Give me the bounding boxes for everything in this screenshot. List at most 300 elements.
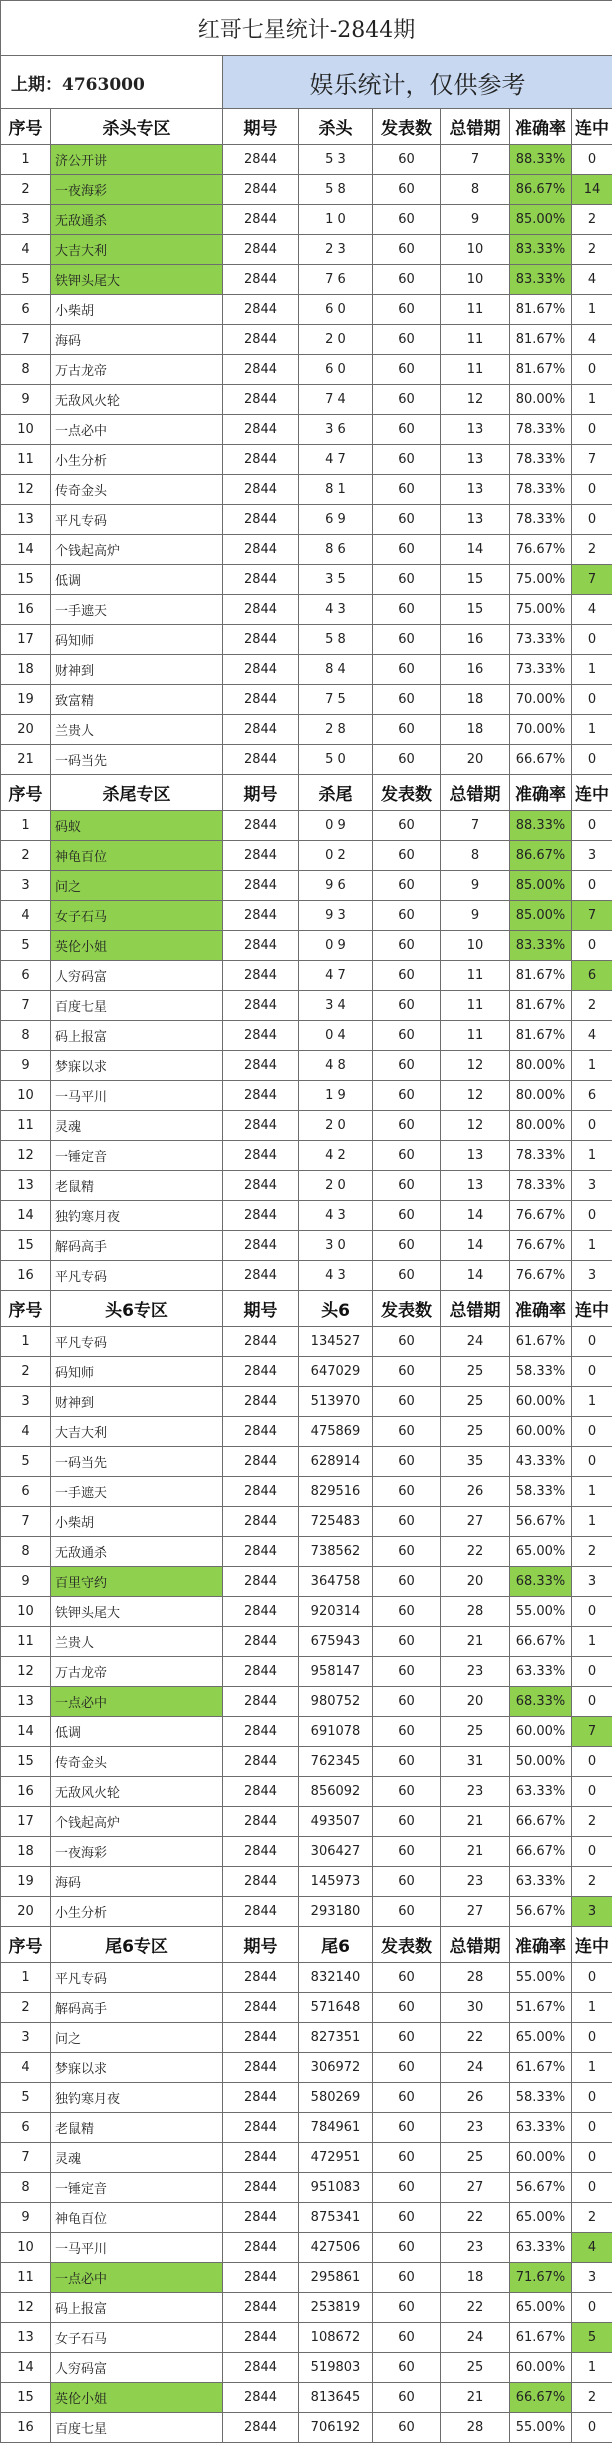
cell-published: 60 bbox=[373, 1081, 441, 1111]
table-row bbox=[1, 175, 612, 205]
cell-published: 60 bbox=[373, 901, 441, 931]
table-row bbox=[1, 991, 612, 1021]
cell-streak: 1 bbox=[572, 655, 612, 685]
cell-period: 2844 bbox=[223, 2233, 299, 2263]
cell-missed: 14 bbox=[441, 1201, 510, 1231]
cell-period: 2844 bbox=[223, 1231, 299, 1261]
cell-published: 60 bbox=[373, 1051, 441, 1081]
cell-name: 一锤定音 bbox=[51, 1141, 223, 1171]
cell-name: 铁钾头尾大 bbox=[51, 1597, 223, 1627]
cell-accuracy: 55.00% bbox=[510, 1597, 572, 1627]
cell-period: 2844 bbox=[223, 1993, 299, 2023]
cell-accuracy: 58.33% bbox=[510, 1357, 572, 1387]
cell-period: 2844 bbox=[223, 745, 299, 775]
cell-index: 2 bbox=[1, 841, 51, 871]
table-row bbox=[1, 2203, 612, 2233]
cell-period: 2844 bbox=[223, 2323, 299, 2353]
cell-pick: 647029 bbox=[299, 1357, 373, 1387]
cell-published: 60 bbox=[373, 1387, 441, 1417]
cell-missed: 25 bbox=[441, 1417, 510, 1447]
cell-pick: 920314 bbox=[299, 1597, 373, 1627]
cell-streak: 0 bbox=[572, 931, 612, 961]
cell-published: 60 bbox=[373, 2143, 441, 2173]
cell-accuracy: 81.67% bbox=[510, 295, 572, 325]
section-header-row bbox=[1, 1927, 612, 1963]
table-row bbox=[1, 1717, 612, 1747]
cell-index: 8 bbox=[1, 2173, 51, 2203]
cell-missed: 22 bbox=[441, 1537, 510, 1567]
cell-missed: 24 bbox=[441, 2053, 510, 2083]
cell-pick: 306972 bbox=[299, 2053, 373, 2083]
cell-name: 传奇金头 bbox=[51, 475, 223, 505]
cell-missed: 22 bbox=[441, 2293, 510, 2323]
cell-accuracy: 70.00% bbox=[510, 685, 572, 715]
cell-published: 60 bbox=[373, 1417, 441, 1447]
cell-streak: 2 bbox=[572, 991, 612, 1021]
column-header-name: 杀头专区 bbox=[51, 109, 223, 145]
cell-accuracy: 65.00% bbox=[510, 2293, 572, 2323]
cell-missed: 12 bbox=[441, 1081, 510, 1111]
cell-period: 2844 bbox=[223, 2353, 299, 2383]
cell-missed: 18 bbox=[441, 2263, 510, 2293]
cell-period: 2844 bbox=[223, 1567, 299, 1597]
cell-name: 一马平川 bbox=[51, 2233, 223, 2263]
cell-streak: 0 bbox=[572, 2413, 612, 2443]
cell-pick: 2 3 bbox=[299, 235, 373, 265]
cell-published: 60 bbox=[373, 295, 441, 325]
cell-published: 60 bbox=[373, 1261, 441, 1291]
cell-period: 2844 bbox=[223, 475, 299, 505]
cell-name: 平凡专码 bbox=[51, 1963, 223, 1993]
table-row bbox=[1, 415, 612, 445]
cell-pick: 6 0 bbox=[299, 355, 373, 385]
cell-pick: 8 1 bbox=[299, 475, 373, 505]
cell-accuracy: 81.67% bbox=[510, 1021, 572, 1051]
cell-streak: 0 bbox=[572, 1201, 612, 1231]
cell-accuracy: 78.33% bbox=[510, 475, 572, 505]
cell-pick: 108672 bbox=[299, 2323, 373, 2353]
cell-pick: 6 9 bbox=[299, 505, 373, 535]
cell-period: 2844 bbox=[223, 2263, 299, 2293]
cell-accuracy: 60.00% bbox=[510, 2143, 572, 2173]
cell-missed: 20 bbox=[441, 1567, 510, 1597]
cell-streak: 0 bbox=[572, 505, 612, 535]
cell-published: 60 bbox=[373, 1447, 441, 1477]
cell-published: 60 bbox=[373, 265, 441, 295]
column-header-accuracy: 准确率 bbox=[510, 109, 572, 145]
column-header-period: 期号 bbox=[223, 109, 299, 145]
table-row bbox=[1, 535, 612, 565]
cell-name: 低调 bbox=[51, 1717, 223, 1747]
cell-streak: 0 bbox=[572, 1747, 612, 1777]
cell-accuracy: 63.33% bbox=[510, 2233, 572, 2263]
cell-pick: 571648 bbox=[299, 1993, 373, 2023]
table-row bbox=[1, 1417, 612, 1447]
cell-name: 女子石马 bbox=[51, 2323, 223, 2353]
cell-name: 百里守约 bbox=[51, 1567, 223, 1597]
section-header-row bbox=[1, 775, 612, 811]
column-header-published: 发表数 bbox=[373, 109, 441, 145]
cell-streak: 0 bbox=[572, 2293, 612, 2323]
cell-accuracy: 56.67% bbox=[510, 2173, 572, 2203]
cell-pick: 427506 bbox=[299, 2233, 373, 2263]
cell-accuracy: 63.33% bbox=[510, 2113, 572, 2143]
cell-accuracy: 75.00% bbox=[510, 565, 572, 595]
cell-pick: 706192 bbox=[299, 2413, 373, 2443]
cell-missed: 16 bbox=[441, 625, 510, 655]
cell-accuracy: 76.67% bbox=[510, 1231, 572, 1261]
cell-pick: 472951 bbox=[299, 2143, 373, 2173]
cell-pick: 475869 bbox=[299, 1417, 373, 1447]
cell-streak: 14 bbox=[572, 175, 612, 205]
cell-period: 2844 bbox=[223, 685, 299, 715]
cell-pick: 364758 bbox=[299, 1567, 373, 1597]
cell-period: 2844 bbox=[223, 2083, 299, 2113]
cell-period: 2844 bbox=[223, 625, 299, 655]
column-header-period: 期号 bbox=[223, 1927, 299, 1963]
cell-name: 一锤定音 bbox=[51, 2173, 223, 2203]
cell-accuracy: 66.67% bbox=[510, 1837, 572, 1867]
cell-index: 8 bbox=[1, 355, 51, 385]
cell-period: 2844 bbox=[223, 1687, 299, 1717]
column-header-streak: 连中 bbox=[572, 1291, 612, 1327]
cell-published: 60 bbox=[373, 2173, 441, 2203]
column-header-name: 尾6专区 bbox=[51, 1927, 223, 1963]
table-row bbox=[1, 2293, 612, 2323]
cell-accuracy: 58.33% bbox=[510, 2083, 572, 2113]
cell-name: 小生分析 bbox=[51, 445, 223, 475]
cell-name: 致富精 bbox=[51, 685, 223, 715]
cell-streak: 2 bbox=[572, 2203, 612, 2233]
cell-published: 60 bbox=[373, 2083, 441, 2113]
cell-published: 60 bbox=[373, 1963, 441, 1993]
cell-streak: 0 bbox=[572, 355, 612, 385]
cell-name: 个钱起高炉 bbox=[51, 535, 223, 565]
cell-name: 万古龙帝 bbox=[51, 355, 223, 385]
cell-accuracy: 65.00% bbox=[510, 1537, 572, 1567]
column-header-streak: 连中 bbox=[572, 1927, 612, 1963]
cell-published: 60 bbox=[373, 2023, 441, 2053]
cell-index: 6 bbox=[1, 295, 51, 325]
table-row bbox=[1, 1111, 612, 1141]
cell-name: 一夜海彩 bbox=[51, 175, 223, 205]
table-row bbox=[1, 475, 612, 505]
cell-pick: 980752 bbox=[299, 1687, 373, 1717]
cell-accuracy: 65.00% bbox=[510, 2203, 572, 2233]
cell-missed: 27 bbox=[441, 1507, 510, 1537]
cell-missed: 21 bbox=[441, 1837, 510, 1867]
cell-index: 1 bbox=[1, 811, 51, 841]
cell-pick: 0 9 bbox=[299, 811, 373, 841]
cell-missed: 10 bbox=[441, 235, 510, 265]
cell-index: 19 bbox=[1, 685, 51, 715]
cell-index: 9 bbox=[1, 385, 51, 415]
cell-missed: 25 bbox=[441, 2143, 510, 2173]
cell-index: 6 bbox=[1, 1477, 51, 1507]
cell-missed: 28 bbox=[441, 1597, 510, 1627]
cell-period: 2844 bbox=[223, 595, 299, 625]
cell-index: 3 bbox=[1, 871, 51, 901]
column-header-name: 头6专区 bbox=[51, 1291, 223, 1327]
cell-streak: 2 bbox=[572, 235, 612, 265]
cell-index: 3 bbox=[1, 205, 51, 235]
cell-accuracy: 58.33% bbox=[510, 1477, 572, 1507]
cell-index: 2 bbox=[1, 1993, 51, 2023]
cell-accuracy: 86.67% bbox=[510, 841, 572, 871]
cell-pick: 1 9 bbox=[299, 1081, 373, 1111]
cell-name: 一点必中 bbox=[51, 1687, 223, 1717]
table-row bbox=[1, 1687, 612, 1717]
cell-index: 7 bbox=[1, 325, 51, 355]
cell-accuracy: 61.67% bbox=[510, 2053, 572, 2083]
table-row bbox=[1, 1387, 612, 1417]
cell-published: 60 bbox=[373, 1717, 441, 1747]
cell-streak: 0 bbox=[572, 145, 612, 175]
table-row bbox=[1, 1327, 612, 1357]
cell-published: 60 bbox=[373, 1993, 441, 2023]
column-header-period: 期号 bbox=[223, 775, 299, 811]
cell-index: 12 bbox=[1, 475, 51, 505]
cell-missed: 21 bbox=[441, 2383, 510, 2413]
cell-streak: 0 bbox=[572, 811, 612, 841]
cell-accuracy: 66.67% bbox=[510, 2383, 572, 2413]
cell-name: 一手遮天 bbox=[51, 595, 223, 625]
cell-missed: 25 bbox=[441, 1357, 510, 1387]
cell-name: 码蚁 bbox=[51, 811, 223, 841]
cell-index: 10 bbox=[1, 1597, 51, 1627]
table-row bbox=[1, 265, 612, 295]
cell-accuracy: 81.67% bbox=[510, 355, 572, 385]
cell-published: 60 bbox=[373, 1837, 441, 1867]
cell-missed: 14 bbox=[441, 1261, 510, 1291]
cell-index: 3 bbox=[1, 1387, 51, 1417]
cell-index: 5 bbox=[1, 931, 51, 961]
cell-period: 2844 bbox=[223, 655, 299, 685]
cell-streak: 0 bbox=[572, 2023, 612, 2053]
cell-name: 小柴胡 bbox=[51, 1507, 223, 1537]
cell-missed: 9 bbox=[441, 871, 510, 901]
cell-published: 60 bbox=[373, 811, 441, 841]
cell-pick: 832140 bbox=[299, 1963, 373, 1993]
cell-published: 60 bbox=[373, 625, 441, 655]
cell-accuracy: 63.33% bbox=[510, 1657, 572, 1687]
cell-pick: 0 4 bbox=[299, 1021, 373, 1051]
cell-period: 2844 bbox=[223, 2143, 299, 2173]
cell-pick: 2 0 bbox=[299, 1111, 373, 1141]
cell-pick: 519803 bbox=[299, 2353, 373, 2383]
cell-published: 60 bbox=[373, 1111, 441, 1141]
table-row bbox=[1, 1447, 612, 1477]
table-row bbox=[1, 2053, 612, 2083]
table-row bbox=[1, 2083, 612, 2113]
cell-streak: 1 bbox=[572, 2353, 612, 2383]
table-row bbox=[1, 2413, 612, 2443]
cell-streak: 6 bbox=[572, 961, 612, 991]
cell-missed: 21 bbox=[441, 1627, 510, 1657]
column-header-name: 杀尾专区 bbox=[51, 775, 223, 811]
cell-name: 大吉大利 bbox=[51, 1417, 223, 1447]
cell-streak: 7 bbox=[572, 445, 612, 475]
cell-accuracy: 56.67% bbox=[510, 1897, 572, 1927]
table-row bbox=[1, 595, 612, 625]
cell-streak: 2 bbox=[572, 205, 612, 235]
cell-period: 2844 bbox=[223, 2203, 299, 2233]
table-row bbox=[1, 901, 612, 931]
table-row bbox=[1, 655, 612, 685]
table-row bbox=[1, 2173, 612, 2203]
cell-accuracy: 51.67% bbox=[510, 1993, 572, 2023]
cell-name: 海码 bbox=[51, 325, 223, 355]
cell-accuracy: 60.00% bbox=[510, 1717, 572, 1747]
table-row bbox=[1, 145, 612, 175]
section-header-row bbox=[1, 109, 612, 145]
cell-published: 60 bbox=[373, 415, 441, 445]
cell-missed: 25 bbox=[441, 1387, 510, 1417]
cell-name: 老鼠精 bbox=[51, 1171, 223, 1201]
table-row bbox=[1, 871, 612, 901]
cell-period: 2844 bbox=[223, 1021, 299, 1051]
cell-period: 2844 bbox=[223, 295, 299, 325]
cell-accuracy: 66.67% bbox=[510, 1627, 572, 1657]
cell-index: 5 bbox=[1, 2083, 51, 2113]
table-row bbox=[1, 1507, 612, 1537]
cell-index: 16 bbox=[1, 2413, 51, 2443]
cell-period: 2844 bbox=[223, 445, 299, 475]
column-header-pick: 尾6 bbox=[299, 1927, 373, 1963]
cell-index: 11 bbox=[1, 2263, 51, 2293]
cell-missed: 11 bbox=[441, 355, 510, 385]
cell-name: 人穷码富 bbox=[51, 961, 223, 991]
cell-period: 2844 bbox=[223, 811, 299, 841]
cell-index: 18 bbox=[1, 655, 51, 685]
cell-index: 7 bbox=[1, 2143, 51, 2173]
disclaimer-notice: 娱乐统计，仅供参考 bbox=[223, 56, 612, 109]
table-row bbox=[1, 565, 612, 595]
cell-accuracy: 80.00% bbox=[510, 1051, 572, 1081]
cell-published: 60 bbox=[373, 1537, 441, 1567]
cell-published: 60 bbox=[373, 205, 441, 235]
cell-name: 独钓寒月夜 bbox=[51, 2083, 223, 2113]
column-header-missed: 总错期 bbox=[441, 109, 510, 145]
cell-period: 2844 bbox=[223, 991, 299, 1021]
cell-index: 13 bbox=[1, 505, 51, 535]
cell-streak: 0 bbox=[572, 625, 612, 655]
cell-published: 60 bbox=[373, 1897, 441, 1927]
table-row bbox=[1, 1021, 612, 1051]
cell-accuracy: 80.00% bbox=[510, 1111, 572, 1141]
table-row bbox=[1, 1051, 612, 1081]
cell-pick: 9 3 bbox=[299, 901, 373, 931]
cell-accuracy: 81.67% bbox=[510, 325, 572, 355]
cell-streak: 0 bbox=[572, 1111, 612, 1141]
cell-pick: 4 3 bbox=[299, 1201, 373, 1231]
cell-streak: 0 bbox=[572, 2173, 612, 2203]
cell-pick: 3 0 bbox=[299, 1231, 373, 1261]
cell-accuracy: 80.00% bbox=[510, 385, 572, 415]
cell-missed: 11 bbox=[441, 1021, 510, 1051]
cell-name: 神龟百位 bbox=[51, 841, 223, 871]
cell-period: 2844 bbox=[223, 325, 299, 355]
cell-accuracy: 88.33% bbox=[510, 145, 572, 175]
column-header-missed: 总错期 bbox=[441, 1927, 510, 1963]
column-header-streak: 连中 bbox=[572, 109, 612, 145]
cell-accuracy: 83.33% bbox=[510, 931, 572, 961]
table-row bbox=[1, 2143, 612, 2173]
cell-name: 百度七星 bbox=[51, 2413, 223, 2443]
cell-period: 2844 bbox=[223, 1897, 299, 1927]
cell-published: 60 bbox=[373, 2413, 441, 2443]
cell-name: 济公开讲 bbox=[51, 145, 223, 175]
cell-period: 2844 bbox=[223, 1171, 299, 1201]
cell-streak: 1 bbox=[572, 1231, 612, 1261]
cell-accuracy: 66.67% bbox=[510, 1807, 572, 1837]
cell-accuracy: 76.67% bbox=[510, 1261, 572, 1291]
cell-pick: 3 6 bbox=[299, 415, 373, 445]
cell-name: 英伦小姐 bbox=[51, 931, 223, 961]
cell-published: 60 bbox=[373, 1657, 441, 1687]
cell-published: 60 bbox=[373, 475, 441, 505]
cell-period: 2844 bbox=[223, 565, 299, 595]
table-row bbox=[1, 1567, 612, 1597]
cell-published: 60 bbox=[373, 841, 441, 871]
cell-index: 2 bbox=[1, 175, 51, 205]
cell-period: 2844 bbox=[223, 415, 299, 445]
cell-index: 8 bbox=[1, 1537, 51, 1567]
cell-name: 一码当先 bbox=[51, 1447, 223, 1477]
cell-pick: 4 7 bbox=[299, 961, 373, 991]
cell-name: 码知师 bbox=[51, 1357, 223, 1387]
table-row bbox=[1, 1993, 612, 2023]
cell-period: 2844 bbox=[223, 1867, 299, 1897]
cell-name: 铁钾头尾大 bbox=[51, 265, 223, 295]
cell-streak: 0 bbox=[572, 1777, 612, 1807]
column-header-pick: 杀尾 bbox=[299, 775, 373, 811]
table-row bbox=[1, 445, 612, 475]
cell-pick: 725483 bbox=[299, 1507, 373, 1537]
cell-accuracy: 43.33% bbox=[510, 1447, 572, 1477]
cell-missed: 7 bbox=[441, 145, 510, 175]
cell-pick: 5 0 bbox=[299, 745, 373, 775]
table-row bbox=[1, 1537, 612, 1567]
column-header-published: 发表数 bbox=[373, 775, 441, 811]
cell-name: 低调 bbox=[51, 565, 223, 595]
cell-index: 13 bbox=[1, 1687, 51, 1717]
cell-streak: 4 bbox=[572, 325, 612, 355]
cell-streak: 2 bbox=[572, 1537, 612, 1567]
cell-published: 60 bbox=[373, 2263, 441, 2293]
column-header-index: 序号 bbox=[1, 775, 51, 811]
table-row bbox=[1, 685, 612, 715]
cell-period: 2844 bbox=[223, 1477, 299, 1507]
cell-pick: 8 4 bbox=[299, 655, 373, 685]
cell-missed: 22 bbox=[441, 2203, 510, 2233]
cell-index: 16 bbox=[1, 1777, 51, 1807]
cell-streak: 0 bbox=[572, 745, 612, 775]
column-header-index: 序号 bbox=[1, 109, 51, 145]
cell-index: 8 bbox=[1, 1021, 51, 1051]
cell-streak: 1 bbox=[572, 385, 612, 415]
cell-published: 60 bbox=[373, 2323, 441, 2353]
table-row bbox=[1, 1081, 612, 1111]
cell-streak: 0 bbox=[572, 1657, 612, 1687]
cell-period: 2844 bbox=[223, 1141, 299, 1171]
cell-index: 17 bbox=[1, 1807, 51, 1837]
cell-period: 2844 bbox=[223, 175, 299, 205]
column-header-period: 期号 bbox=[223, 1291, 299, 1327]
cell-streak: 1 bbox=[572, 1141, 612, 1171]
cell-streak: 1 bbox=[572, 1993, 612, 2023]
cell-missed: 28 bbox=[441, 2413, 510, 2443]
